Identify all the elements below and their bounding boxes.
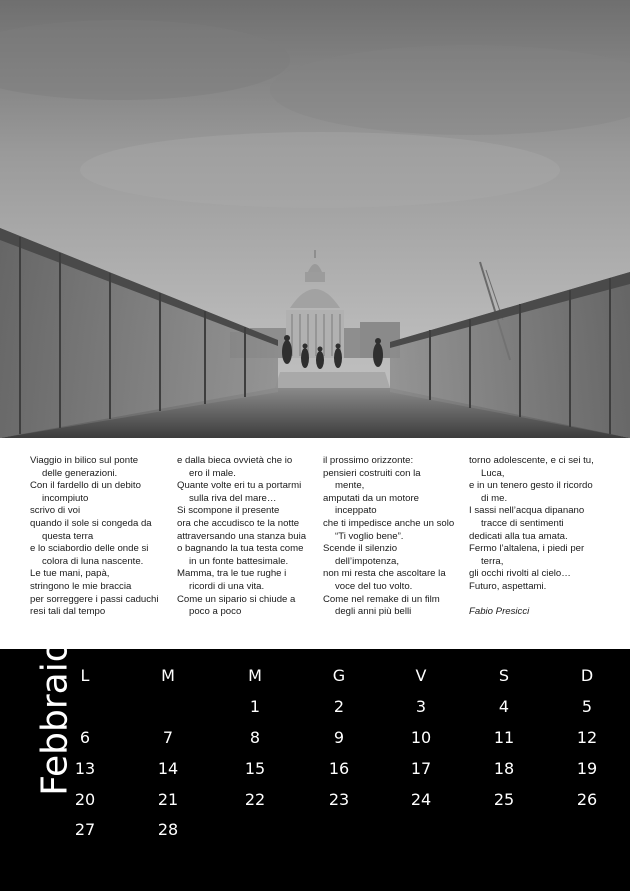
day-number: 25 [493,790,515,809]
day-number: 23 [328,790,350,809]
poem-line: ero il male. [189,467,236,479]
poem-line: mente, [335,480,365,492]
day-number: 5 [581,697,593,716]
poem-line: torno adolescente, e ci sei tu, [469,455,594,466]
poem-line: Come nel remake di un film [323,593,440,605]
day-number: 14 [157,759,179,778]
day-number: 9 [333,728,345,747]
poem-line: e lo sciabordio delle onde si [30,543,149,555]
poem-column-3 [323,455,471,619]
poem-line: pensieri costruiti con la [323,467,421,479]
poem-line: tracce di sentimenti [481,517,564,529]
poem-line: dedicati alla tua amata. [469,530,568,542]
poem-line: incompiuto [42,492,89,504]
poem-line: delle generazioni. [42,467,118,479]
day-number: 13 [74,759,96,778]
day-number: 26 [576,790,598,809]
poem-line: Le tue mani, papà, [30,568,110,580]
weekday-header: M [161,666,175,685]
poem-line: sulla riva del mare… [189,492,277,504]
day-number: 7 [162,728,174,747]
day-number: 18 [493,759,515,778]
poem-line: stringono le mie braccia [30,580,132,592]
poem-column-4 [469,455,617,594]
poem-line: terra, [481,555,504,567]
day-number: 10 [410,728,432,747]
day-number: 20 [74,790,96,809]
day-number: 28 [157,820,179,839]
poem-line: dell’impotenza, [335,555,399,567]
poem-line: e in un tenero gesto il ricordo [469,480,593,492]
poem-line: Luca, [481,467,505,479]
poem-line: non mi resta che ascoltare la [323,568,446,580]
day-number: 4 [498,697,510,716]
poem-line: colora di luna nascente. [42,555,144,567]
weekday-header: M [248,666,262,685]
poem-line: Si scompone il presente [177,505,280,517]
day-number: 16 [328,759,350,778]
month-name: Febbraio [34,640,76,796]
poem-line: Fermo l’altalena, i piedi per [469,543,585,555]
poem-line: I sassi nell’acqua dipanano [469,505,585,517]
day-number: 1 [249,697,261,716]
weekday-header: L [80,666,90,685]
poem-line: ora che accudisco te la notte [177,517,300,529]
poem-line: di me. [481,492,508,504]
poem-line: Come un sipario si chiude a [177,593,296,605]
poem-line: o bagnando la tua testa come [177,543,304,555]
poem-line: il prossimo orizzonte: [323,455,414,466]
poem-line: in un fonte battesimale. [189,555,289,567]
poem-line: Viaggio in bilico sul ponte [30,455,139,466]
day-number: 6 [79,728,91,747]
poem-line: gli occhi rivolti al cielo… [469,568,571,580]
poem-line: che ti impedisce anche un solo [323,517,455,529]
poem-column-1 [30,455,178,619]
day-number: 19 [576,759,598,778]
day-number: 15 [244,759,266,778]
day-number: 12 [576,728,598,747]
poem-line: Scende il silenzio [323,543,398,555]
poem-line: poco a poco [189,606,242,618]
cover-photo [0,0,630,438]
poem-author: Fabio Presicci [469,606,530,617]
day-number: 2 [333,697,345,716]
poem-line: inceppato [335,505,377,517]
poem-line: resi tali dal tempo [30,606,106,618]
poem-line: scrivo di voi [30,505,81,517]
poem-line: e dalla bieca ovvietà che io [177,455,293,466]
poem-line: “Ti voglio bene”. [335,530,404,542]
poem-line: quando il sole si congeda da [30,517,152,529]
day-number: 3 [415,697,427,716]
poem-line: ricordi di una vita. [189,580,265,592]
day-number: 27 [74,820,96,839]
day-number: 17 [410,759,432,778]
weekday-header: V [415,666,427,685]
day-number: 8 [249,728,261,747]
poem-line: Mamma, tra le tue rughe i [177,568,287,580]
day-number: 21 [157,790,179,809]
day-number: 24 [410,790,432,809]
poem-line: attraversando una stanza buia [177,530,307,542]
weekday-header: G [332,666,346,685]
poem-column-2 [177,455,325,619]
poem-line: questa terra [42,530,94,542]
poem-line: per sorreggere i passi caduchi [30,593,159,605]
poem-line: Futuro, aspettami. [469,580,547,592]
poem-line: amputati da un motore [323,492,419,504]
weekday-header: S [498,666,510,685]
poem-line: Quante volte eri tu a portarmi [177,480,302,492]
weekday-header: D [580,666,594,685]
poem-line: Con il fardello di un debito [30,480,141,492]
poem-line: degli anni più belli [335,606,412,618]
poem-line: voce del tuo volto. [335,580,413,592]
day-number: 11 [493,728,515,747]
day-number: 22 [244,790,266,809]
